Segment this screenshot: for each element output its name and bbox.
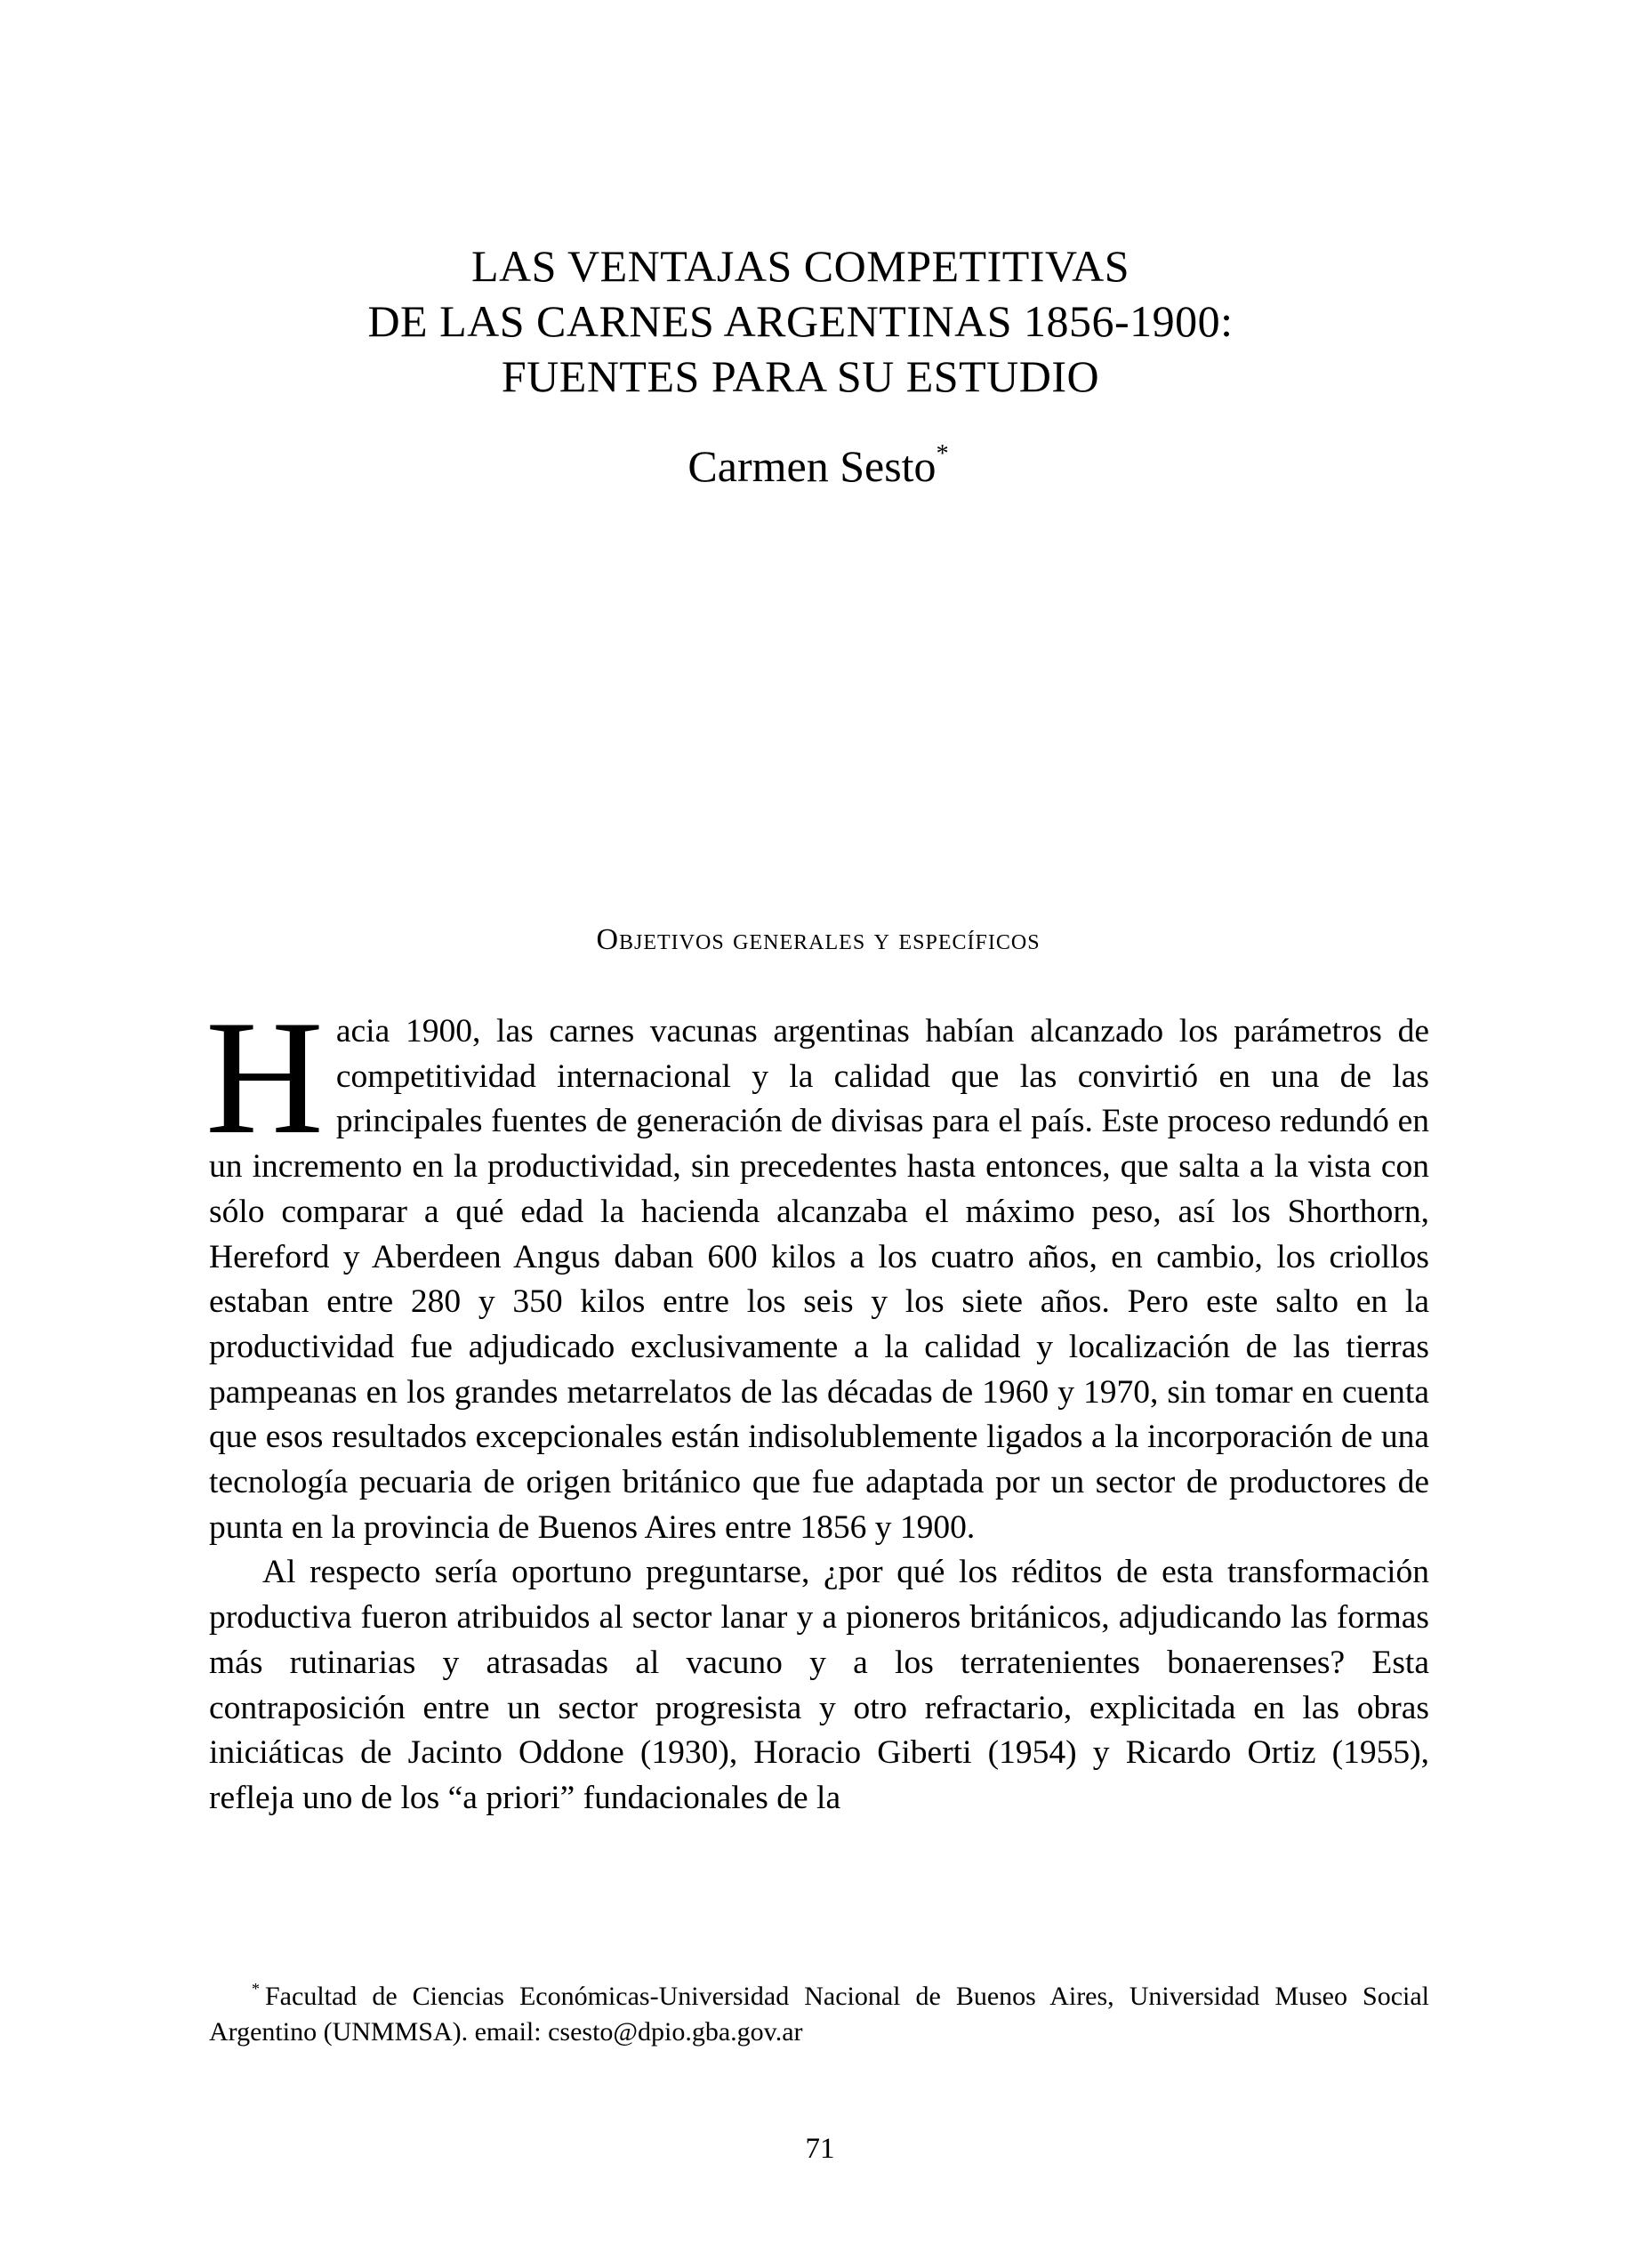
article-title [178, 238, 1423, 404]
author-byline [356, 439, 1281, 493]
body-paragraph-2: Al respecto sería oportuno preguntarse, ¿por qué los réditos de esta transformación productiva fueron atribuidos al sector lanar y a pioneros británicos, adjudicando las formas más rutinarias y atrasadas al vacuno y a los terratenientes bonaerenses? Esta contraposición entre un sector progresista y otro refractario, explicitada en las obras iniciáticas de Jacinto Oddone (1930), Horacio Giberti (1954) y Ricardo Ortiz (1955), refleja uno de los “a priori” fundacionales de la [209, 1554, 1429, 1816]
body-paragraph-1 [205, 986, 1429, 1550]
title-line-2: DE LAS CARNES ARGENTINAS 1856-1900: [367, 296, 1234, 346]
section-heading: Objetivos generales y específicos [596, 923, 1041, 956]
footnote-mark: * [252, 1980, 260, 1998]
footnote-acronym: UNMMSA [332, 2017, 453, 2047]
author-footnote-mark: * [936, 440, 949, 468]
footnote-text-after: ). email: csesto@dpio.gba.gov.ar [452, 2017, 803, 2047]
title-line-3: FUENTES PARA SU ESTUDIO [501, 351, 1100, 401]
footnote [209, 1979, 1429, 2050]
drop-cap-letter: H [205, 986, 324, 1168]
footnote-text-before: Facultad de Ciencias Económicas-Universidad Nacional de Buenos Aires, Universidad Museo Social Argentino ( [209, 1982, 1429, 2047]
page-number: 71 [805, 2133, 835, 2165]
footnote-lead [209, 1982, 265, 2011]
body-paragraph-1-text: acia 1900, las carnes vacunas argentinas habían alcanzado los parámetros de competitividad internacional y la calidad que las convirtió en una de las principales fuentes de generación de divisas para el país. Este proceso redundó en un incremento en la productividad, sin precedentes hasta entonces, que salta a la vista con sólo comparar a qué edad la hacienda alcanzaba el máximo peso, así los Shorthorn, Hereford y Aberdeen Angus daban 600 kilos a los cuatro años, en cambio, los criollos estaban entre 280 y 350 kilos entre los seis y los siete años. Pero este salto en la productividad fue adjudicado exclusivamente a la calidad y localización de las tierras pampeanas en los grandes metarrelatos de las décadas de 1960 y 1970, sin tomar en cuenta que esos resultados excepcionales están indisolublemente ligados a la incorporación de una tecnología pecuaria de origen británico que fue adaptada por un sector de productores de punta en la provincia de Buenos Aires entre 1856 y 1900. [209, 1013, 1429, 1546]
article-body [205, 986, 1429, 1822]
title-line-1: LAS VENTAJAS COMPETITIVAS [470, 241, 1130, 291]
author-name: Carmen Sesto [687, 441, 937, 491]
